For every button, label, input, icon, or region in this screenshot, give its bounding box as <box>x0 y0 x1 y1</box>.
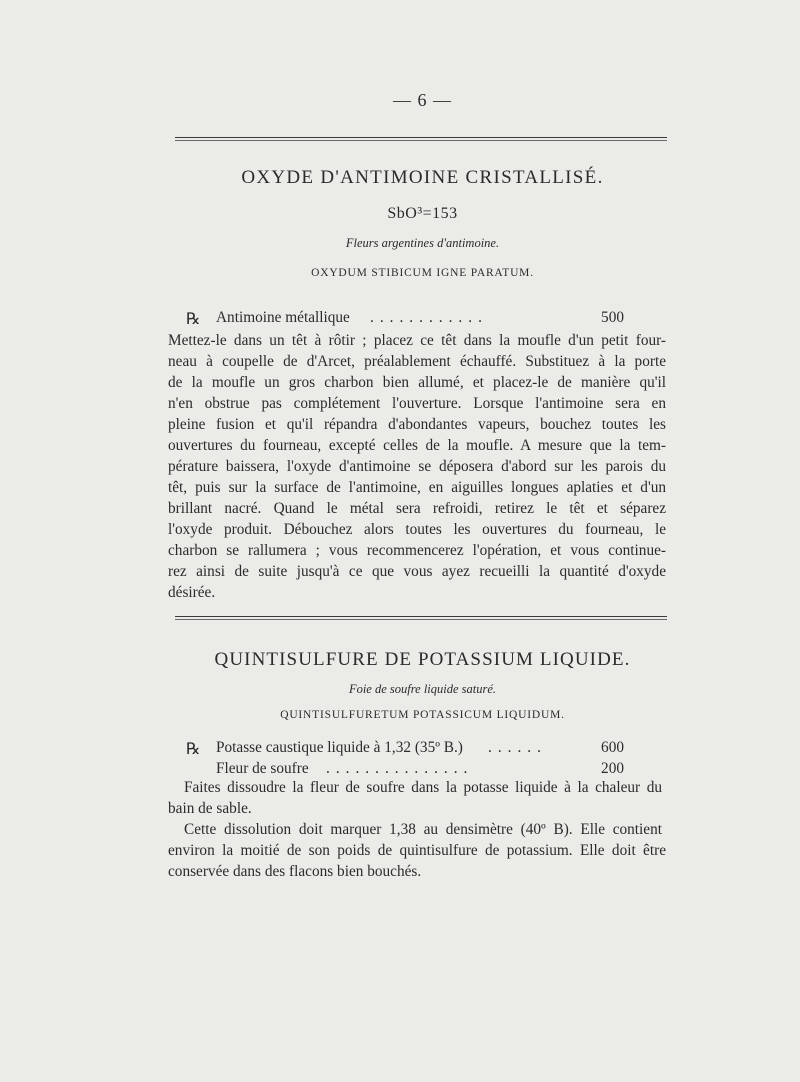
leader-dots: ............... <box>326 760 474 777</box>
section-divider <box>175 137 667 141</box>
ingredient-row <box>170 309 670 329</box>
text-line: têt, puis sur la surface de l'antimoine, en aiguilles longues aplaties et d'un <box>168 479 666 496</box>
ingredient-row <box>170 760 670 780</box>
text-line: ouvertures du fourneau, excepté celles de la moufle. A mesure que la tem- <box>168 437 666 454</box>
synonym: Foie de soufre liquide saturé. <box>348 682 497 696</box>
text-line: l'oxyde produit. Débouchez alors toutes les ouvertures du fourneau, le <box>168 521 666 538</box>
text-line: charbon se rallumera ; vous recommencerez l'opération, et vous continue- <box>168 542 666 559</box>
ingredient-name: Fleur de soufre <box>216 760 309 777</box>
ingredient-name: Antimoine métallique <box>216 309 350 326</box>
text-line: brillant nacré. Quand le métal sera refroidi, retirez le têt et séparez <box>168 500 666 517</box>
latin-name: QUINTISULFURETUM POTASSICUM LIQUIDUM. <box>280 709 565 721</box>
section-title: QUINTISULFURE DE POTASSIUM LIQUIDE. <box>214 649 631 670</box>
text-line: neau à coupelle de d'Arcet, préalablement échauffé. Substituez à la porte <box>168 353 666 370</box>
ingredient-quantity: 200 <box>601 760 624 777</box>
section-title: OXYDE D'ANTIMOINE CRISTALLISÉ. <box>241 167 604 188</box>
section-divider <box>175 616 667 620</box>
text-line: Faites dissoudre la fleur de soufre dans la potasse liquide à la chaleur du <box>184 779 662 796</box>
ingredient-quantity: 600 <box>601 739 624 756</box>
synonym: Fleurs argentines d'antimoine. <box>345 236 500 250</box>
chemical-formula: SbO³=153 <box>387 205 458 222</box>
leader-dots: ............ <box>370 309 488 326</box>
text-line: rez ainsi de suite jusqu'à ce que vous ayez recueilli la quantité d'oxyde <box>168 563 666 580</box>
text-line: environ la moitié de son poids de quintisulfure de potassium. Elle doit être <box>168 842 666 859</box>
recipe-symbol: ℞ <box>186 311 201 328</box>
ingredient-quantity: 500 <box>601 309 624 326</box>
text-line: de la moufle un gros charbon bien allumé, et placez-le de manière qu'il <box>168 374 666 391</box>
text-line: Cette dissolution doit marquer 1,38 au densimètre (40º B). Elle contient <box>184 821 662 838</box>
ingredient-name: Potasse caustique liquide à 1,32 (35º B.) <box>216 739 463 756</box>
text-line: pérature baissera, l'oxyde d'antimoine se déposera d'abord sur les parois du <box>168 458 666 475</box>
text-line: bain de sable. <box>168 800 252 817</box>
latin-name: OXYDUM STIBICUM IGNE PARATUM. <box>311 267 534 279</box>
page-number: — 6 — <box>393 90 452 110</box>
leader-dots: ...... <box>488 739 547 756</box>
text-line: conservée dans des flacons bien bouchés. <box>168 863 422 880</box>
text-line: pleine fusion et qu'il répandra d'abondantes vapeurs, bouchez toutes les <box>168 416 666 433</box>
recipe-symbol: ℞ <box>186 741 201 758</box>
text-line: n'en obstrue pas complétement l'ouverture. Lorsque l'antimoine sera en <box>168 395 666 412</box>
text-line: Mettez-le dans un têt à rôtir ; placez ce têt dans la moufle d'un petit four- <box>168 332 666 349</box>
text-line: désirée. <box>168 584 216 601</box>
ingredient-row <box>170 739 670 759</box>
